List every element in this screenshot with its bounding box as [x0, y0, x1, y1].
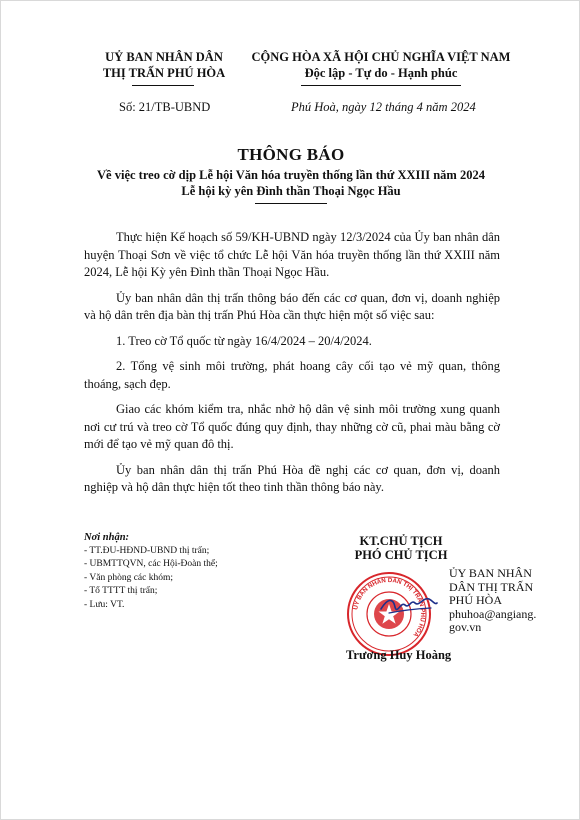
issuing-authority	[99, 49, 229, 81]
country-name: CỘNG HÒA XÃ HỘI CHỦ NGHĨA VIỆT NAM	[251, 50, 511, 64]
paragraph: 2. Tổng vệ sinh môi trường, phát hoang cây cối tạo vẻ mỹ quan, thông thoáng, sạch đẹp.	[84, 359, 500, 391]
document-date: Phú Hoà, ngày 12 tháng 4 năm 2024	[291, 100, 476, 114]
signer-role-primary: KT.CHỦ TỊCH	[359, 534, 443, 548]
paragraph: 1. Treo cờ Tổ quốc từ ngày 16/4/2024 – 20/4/2024.	[116, 333, 372, 348]
recipient-item: - UBMTTQVN, các Hội-Đoàn thể;	[84, 559, 218, 569]
paragraph: Thực hiện Kế hoạch số 59/KH-UBND ngày 12/3/2024 của Ủy ban nhân dân huyện Thoại Sơn về việc tổ chức Lễ hội Văn hóa truyền thống lần thứ XXIII năm 2024, Lễ hội Kỳ yên Đình thần Thoại Ngọc Hầu.	[84, 230, 500, 279]
subtitle-line-1: Về việc treo cờ dịp Lễ hội Văn hóa truyền thống lần thứ XXIII năm 2024	[97, 168, 485, 182]
paragraph: Ủy ban nhân dân thị trấn Phú Hòa đề nghị các cơ quan, đơn vị, doanh nghiệp và hộ dân thực hiện tốt theo tinh thần thông báo này.	[84, 462, 500, 494]
paragraph: Ủy ban nhân dân thị trấn thông báo đến các cơ quan, đơn vị, doanh nghiệp và hộ dân trên địa bàn thị trấn Phú Hòa cần thực hiện một số việc sau:	[84, 290, 500, 322]
document-number: Số: 21/TB-UBND	[119, 100, 211, 114]
digital-signature-line: gov.vn	[449, 620, 482, 634]
motto-underline	[301, 85, 461, 86]
subtitle-line-2: Lễ hội kỳ yên Đình thần Thoại Ngọc Hầu	[181, 184, 401, 198]
authority-underline	[132, 85, 194, 86]
document-body	[84, 229, 500, 505]
recipient-item: - TT.ĐU-HĐND-UBND thị trấn;	[84, 545, 210, 556]
national-motto	[241, 49, 521, 81]
digital-signature-line: ỦY BAN NHÂN	[449, 566, 532, 580]
recipient-item: - Lưu: VT.	[84, 599, 125, 610]
digital-signature-line: PHÚ HÒA	[449, 593, 503, 607]
motto-line: Độc lập - Tự do - Hạnh phúc	[304, 66, 458, 80]
digital-signature-line: DÂN THỊ TRẤN	[449, 579, 534, 594]
svg-text:ỦY BAN NHÂN DÂN THỊ TRẤN PHÚ H: ỦY BAN NHÂN DÂN THỊ TRẤN PHÚ HÒA	[352, 576, 427, 639]
recipient-item: - Tổ TTTT thị trấn;	[84, 586, 158, 596]
document-subtitle	[61, 167, 521, 199]
subtitle-underline	[255, 203, 327, 204]
paragraph: Giao các khóm kiểm tra, nhắc nhở hộ dân vệ sinh môi trường xung quanh nơi cư trú và treo cờ Tổ quốc đúng quy định, thay những cờ cũ, phai màu bằng cờ mới để tạo vẻ mỹ quan đô thị.	[84, 402, 500, 451]
signer-name: Trương Huy Hoàng	[346, 648, 452, 662]
handwritten-signature-icon	[379, 589, 439, 619]
document-title: THÔNG BÁO	[237, 145, 345, 164]
digital-signature-stamp	[449, 567, 559, 635]
signer-role-secondary: PHÓ CHỦ TỊCH	[354, 548, 448, 562]
digital-signature-line: phuhoa@angiang.	[449, 606, 537, 621]
authority-line-1: UỶ BAN NHÂN DÂN	[105, 50, 223, 64]
recipient-item: - Văn phòng các khóm;	[84, 572, 173, 583]
recipients-list	[84, 531, 324, 612]
authority-line-2: THỊ TRẤN PHÚ HÒA	[102, 66, 226, 80]
recipients-title: Nơi nhận:	[84, 532, 130, 543]
